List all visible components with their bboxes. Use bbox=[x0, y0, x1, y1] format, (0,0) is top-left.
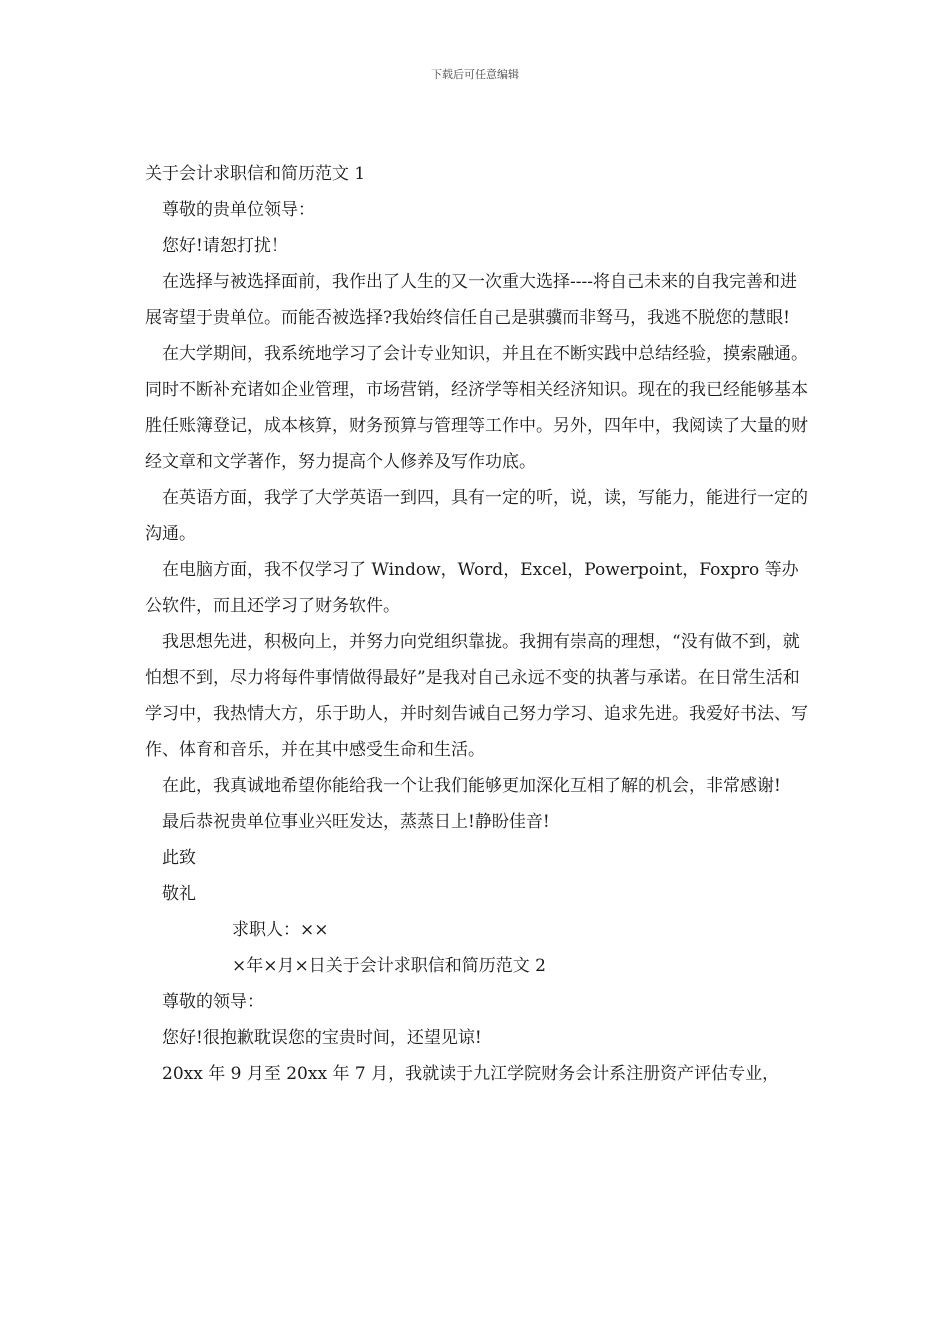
paragraph-wishes: 最后恭祝贵单位事业兴旺发达，蒸蒸日上!静盼佳音! bbox=[162, 812, 550, 832]
salutation-2: 尊敬的领导： bbox=[162, 992, 264, 1012]
paragraph-character: 我思想先进，积极向上，并努力向党组织靠拢。我拥有崇高的理想，“没有做不到，就怕想不到，尽力将每件事情做得最好”是我对自己永远不变的执著与承诺。在日常生活和学习中，我热情大方，乐于助人，并时刻告诫自己努力学习、追求先进。我爱好书法、写作、体育和音乐，并在其中感受生命和生活。 bbox=[145, 632, 808, 760]
greeting-1: 您好!请恕打扰！ bbox=[162, 236, 288, 256]
document-title-1: 关于会计求职信和简历范文 1 bbox=[145, 164, 366, 184]
paragraph-university: 在大学期间，我系统地学习了会计专业知识，并且在不断实践中总结经验，摸索融通。同时不断补充诸如企业管理，市场营销，经济学等相关经济知识。现在的我已经能够基本胜任账簿登记，成本核算，财务预算与管理等工作中。另外，四年中，我阅读了大量的财经文章和文学著作，努力提高个人修养及写作功底。 bbox=[145, 344, 808, 472]
document-body bbox=[145, 156, 810, 1092]
salutation-1: 尊敬的贵单位领导： bbox=[162, 200, 315, 220]
signature: 求职人：×× bbox=[232, 920, 329, 940]
closing-jingli: 敬礼 bbox=[162, 884, 196, 904]
greeting-2: 您好!很抱歉耽误您的宝贵时间，还望见谅! bbox=[162, 1028, 482, 1048]
paragraph-computer: 在电脑方面，我不仅学习了 Window，Word，Excel，Powerpoint，Foxpro 等办公软件，而且还学习了财务软件。 bbox=[145, 560, 799, 616]
closing-cizhi: 此致 bbox=[162, 848, 196, 868]
paragraph-english: 在英语方面，我学了大学英语一到四，具有一定的听，说，读，写能力，能进行一定的沟通。 bbox=[145, 488, 808, 544]
paragraph-choice: 在选择与被选择面前，我作出了人生的又一次重大选择----将自己未来的自我完善和进展寄望于贵单位。而能否被选择?我始终信任自己是骐骥而非驽马，我逃不脱您的慧眼! bbox=[145, 272, 797, 328]
page-header-note: 下载后可任意编辑 bbox=[431, 68, 519, 81]
paragraph-hope: 在此，我真诚地希望你能给我一个让我们能够更加深化互相了解的机会，非常感谢! bbox=[162, 776, 781, 796]
date-and-title-2: ×年×月×日关于会计求职信和简历范文 2 bbox=[232, 956, 546, 976]
paragraph-education: 20xx 年 9 月至 20xx 年 7 月，我就读于九江学院财务会计系注册资产评估专业， bbox=[162, 1064, 780, 1084]
